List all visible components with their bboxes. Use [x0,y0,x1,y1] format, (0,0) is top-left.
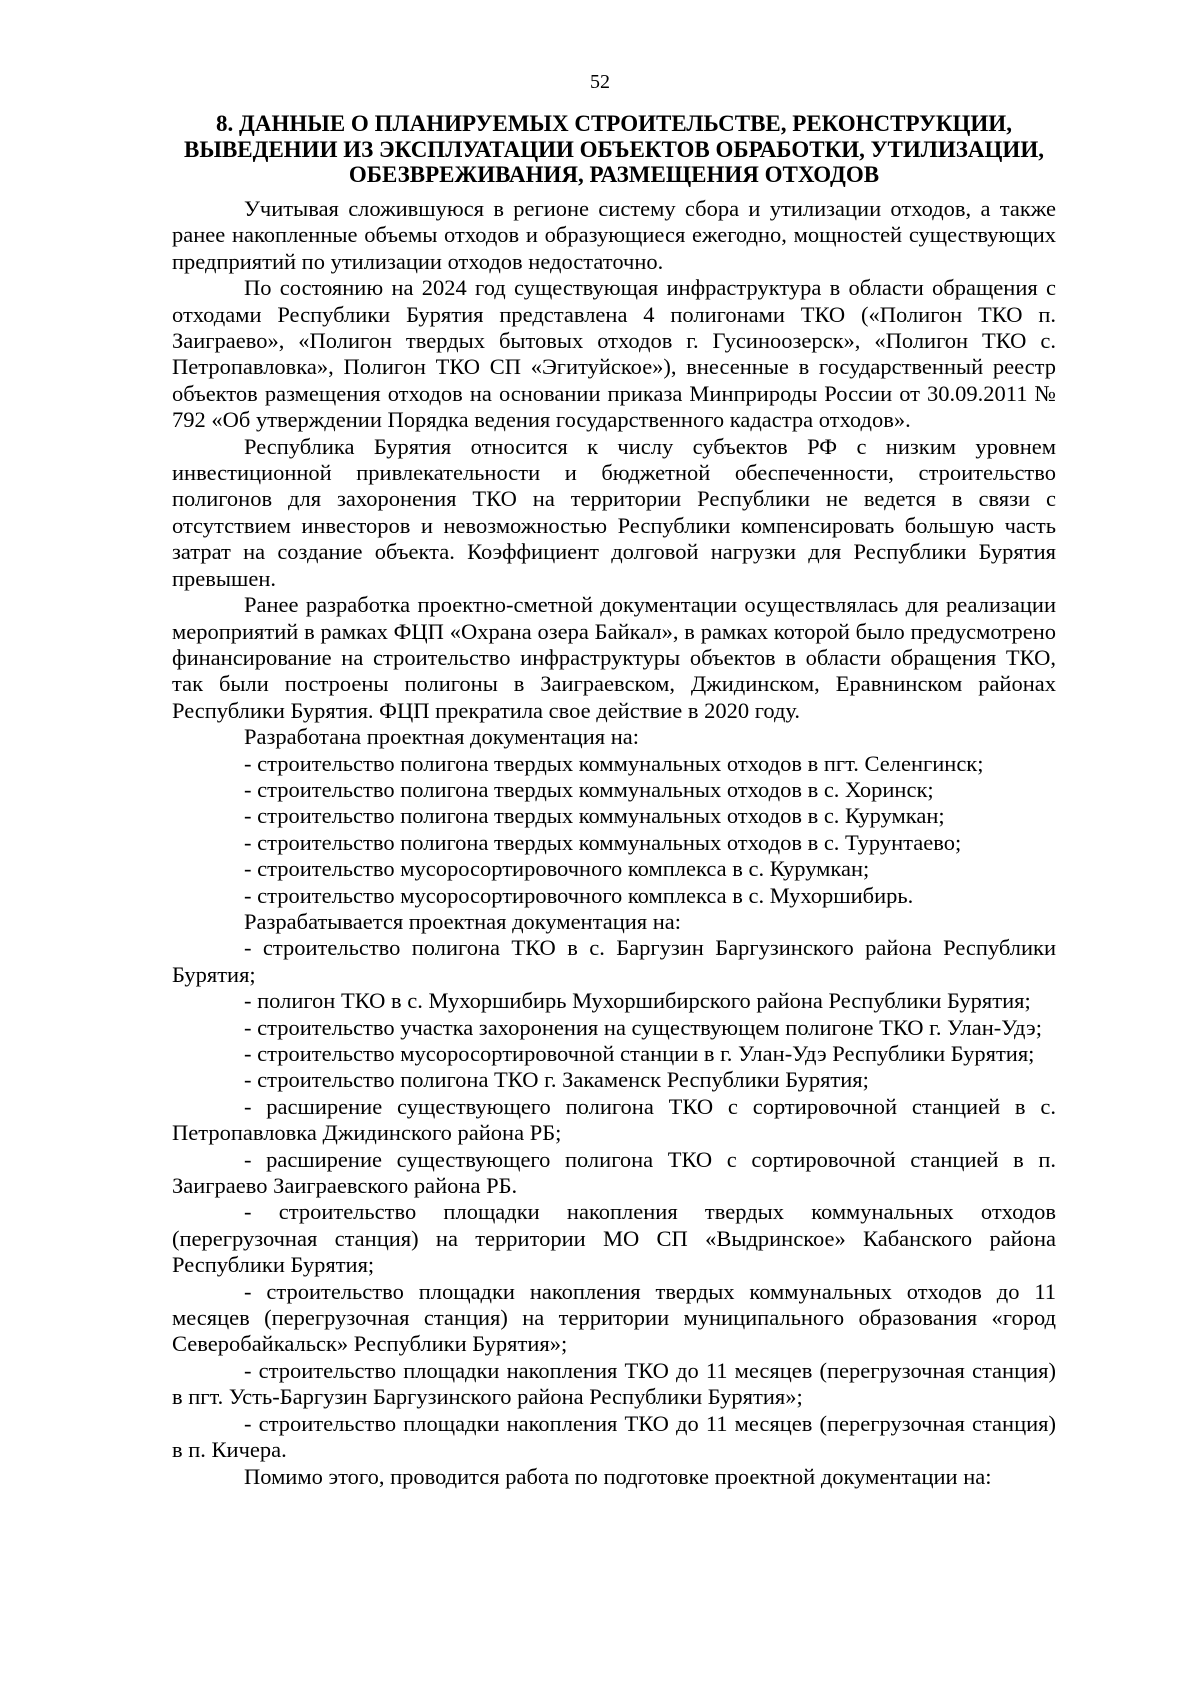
paragraph: Ранее разработка проектно-сметной документации осуществлялась для реализации мероприятий в рамках ФЦП «Охрана озера Байкал», в рамках которой было предусмотрено финансирование на строительство инфраструктуры объектов в области обращения ТКО, так были построены полигоны в Заиграевском, Джидинском, Еравнинском районах Республики Бурятия. ФЦП прекратила свое действие в 2020 году. [172,592,1056,723]
list-item: - расширение существующего полигона ТКО с сортировочной станцией в с. Петропавловка Джидинского района РБ; [172,1093,1056,1146]
paragraph: Учитывая сложившуюся в регионе систему сбора и утилизации отходов, а также ранее накопленные объемы отходов и образующиеся ежегодно, мощностей существующих предприятий по утилизации отходов недостаточно. [172,196,1056,274]
list-item: - строительство мусоросортировочного комплекса в с. Мухоршибирь. [244,882,914,908]
heading-line: ВЫВЕДЕНИИ ИЗ ЭКСПЛУАТАЦИИ ОБЪЕКТОВ ОБРАБОТКИ, УТИЛИЗАЦИИ, [184,136,1044,162]
list-item: - строительство мусоросортировочного комплекса в с. Курумкан; [244,856,870,882]
list-item: - расширение существующего полигона ТКО с сортировочной станцией в п. Заиграево Заиграевского района РБ. [172,1146,1056,1199]
in-development-list-intro: Разрабатывается проектная документация на: [244,908,682,934]
list-item: - строительство площадки накопления твердых коммунальных отходов (перегрузочная станция) на территории МО СП «Выдринское» Кабанского района Республики Бурятия; [172,1199,1056,1278]
list-item: - строительство полигона твердых коммунальных отходов в с. Курумкан; [244,803,945,829]
list-item: - строительство полигона твердых коммунальных отходов в с. Хоринск; [244,776,934,802]
heading-line: 8. ДАННЫЕ О ПЛАНИРУЕМЫХ СТРОИТЕЛЬСТВЕ, РЕКОНСТРУКЦИИ, [216,111,1012,136]
list-item: - строительство полигона твердых коммунальных отходов в с. Турунтаево; [244,829,962,855]
list-item: - строительство полигона ТКО г. Закаменск Республики Бурятия; [244,1067,869,1093]
list-item: - строительство мусоросортировочной станции в г. Улан-Удэ Республики Бурятия; [244,1041,1035,1066]
section-heading [168,111,1060,188]
closing-paragraph: Помимо этого, проводится работа по подготовке проектной документации на: [244,1463,992,1489]
document-body [172,196,1056,1490]
list-item: - строительство полигона ТКО в с. Баргузин Баргузинского района Республики Бурятия; [172,935,1056,987]
developed-list-intro: Разработана проектная документация на: [244,724,640,750]
list-item: - строительство участка захоронения на существующем полигоне ТКО г. Улан-Удэ; [244,1014,1042,1040]
paragraph: Республика Бурятия относится к числу субъектов РФ с низким уровнем инвестиционной привлекательности и бюджетной обеспеченности, строительство полигонов для захоронения ТКО на территории Республики не ведется в связи с отсутствием инвесторов и невозможностью Республики компенсировать большую часть затрат на создание объекта. Коэффициент долговой нагрузки для Республики Бурятия превышен. [172,433,1056,591]
list-item: - строительство площадки накопления твердых коммунальных отходов до 11 месяцев (перегрузочная станция) на территории муниципального образования «город Северобайкальск» Республики Бурятия»; [172,1278,1056,1357]
list-item: - полигон ТКО в с. Мухоршибирь Мухоршибирского района Республики Бурятия; [244,988,1031,1014]
page-number: 52 [590,71,610,93]
list-item: - строительство полигона твердых коммунальных отходов в пгт. Селенгинск; [244,750,984,776]
list-item: - строительство площадки накопления ТКО до 11 месяцев (перегрузочная станция) в пгт. Усть-Баргузин Баргузинского района Республики Бурятия»; [172,1357,1056,1410]
paragraph: По состоянию на 2024 год существующая инфраструктура в области обращения с отходами Республики Бурятия представлена 4 полигонами ТКО («Полигон ТКО п. Заиграево», «Полигон твердых бытовых отходов г. Гусиноозерск», «Полигон ТКО с. Петропавловка», Полигон ТКО СП «Эгитуйское»), внесенные в государственный реестр объектов размещения отходов на основании приказа Минприроды России от 30.09.2011 № 792 «Об утверждении Порядка ведения государственного кадастра отходов». [172,275,1056,433]
list-item: - строительство площадки накопления ТКО до 11 месяцев (перегрузочная станция) в п. Кичера. [172,1410,1056,1463]
heading-line: ОБЕЗВРЕЖИВАНИЯ, РАЗМЕЩЕНИЯ ОТХОДОВ [348,162,880,187]
